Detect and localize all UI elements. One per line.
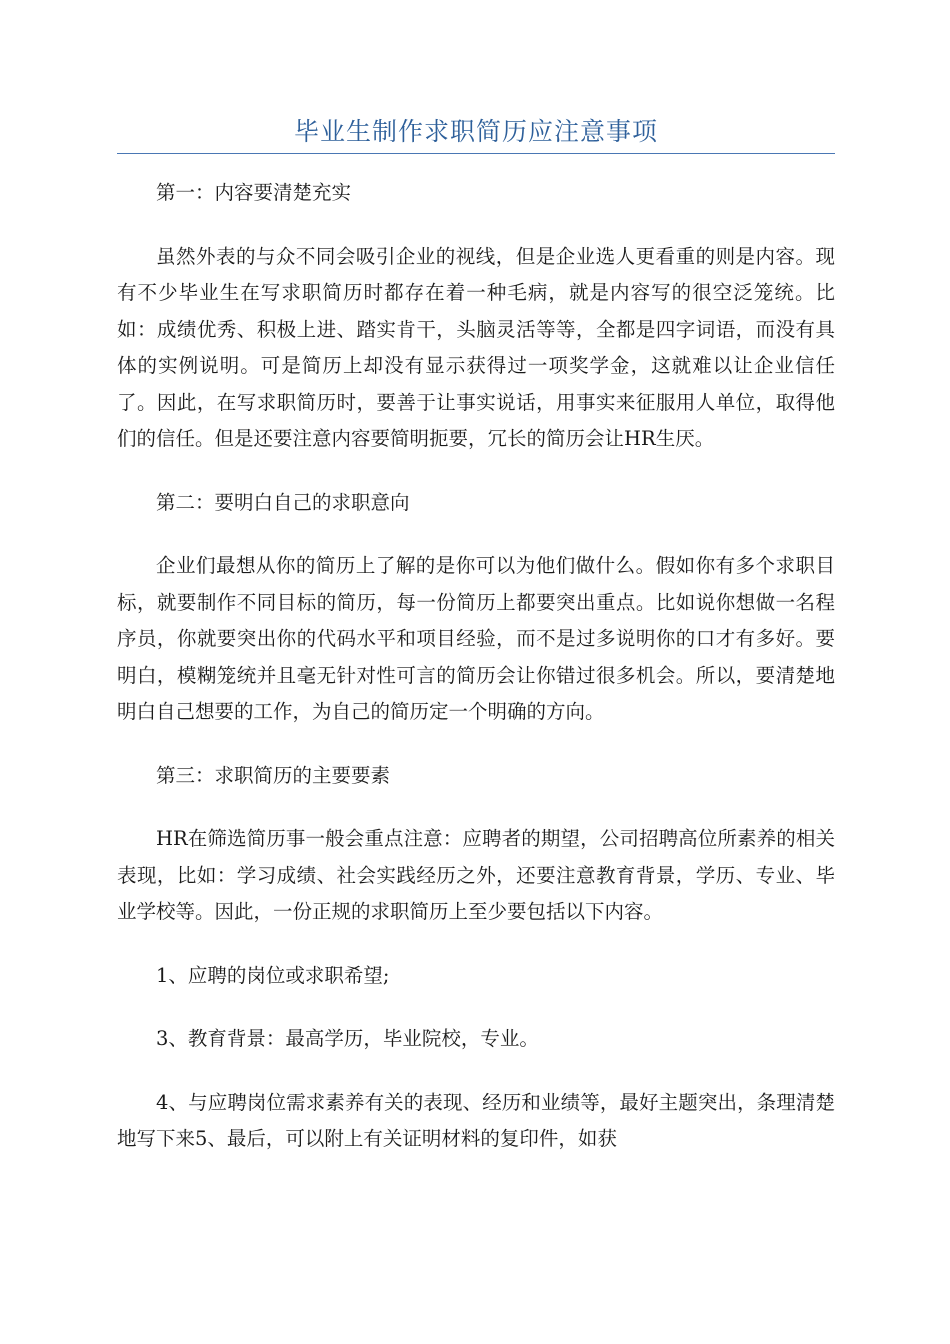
title-underline bbox=[117, 153, 835, 154]
list-item-3: 3、教育背景：最高学历，毕业院校，专业。 bbox=[156, 1027, 539, 1050]
paragraph-resume-elements: HR在筛选简历事一般会重点注意：应聘者的期望，公司招聘高位所素养的相关表现，比如：学习成绩、社会实践经历之外，还要注意教育背景，学历、专业、毕业学校等。因此，一份正规的求职简历上至少要包括以下内容。 bbox=[117, 827, 835, 923]
section-heading-2: 第二：要明白自己的求职意向 bbox=[156, 490, 410, 514]
document-body bbox=[117, 175, 835, 1158]
list-item-1: 1、应聘的岗位或求职希望; bbox=[156, 963, 390, 987]
list-item-4: 4、与应聘岗位需求素养有关的表现、经历和业绩等，最好主题突出，条理清楚地写下来5、最后，可以附上有关证明材料的复印件，如获 bbox=[117, 1090, 835, 1150]
paragraph-content-clarity: 虽然外表的与众不同会吸引企业的视线，但是企业选人更看重的则是内容。现有不少毕业生在写求职简历时都存在着一种毛病，就是内容写的很空泛笼统。比如：成绩优秀、积极上进、踏实肯干，头脑灵活等等，全都是四字词语，而没有具体的实例说明。可是简历上却没有显示获得过一项奖学金，这就难以让企业信任了。因此，在写求职简历时，要善于让事实说话，用事实来征服用人单位，取得他们的信任。但是还要注意内容要简明扼要，冗长的简历会让HR生厌。 bbox=[117, 244, 835, 450]
document-page bbox=[117, 112, 835, 1185]
document-title: 毕业生制作求职简历应注意事项 bbox=[293, 117, 658, 146]
section-heading-3: 第三：求职简历的主要要素 bbox=[156, 763, 391, 787]
paragraph-job-intention: 企业们最想从你的简历上了解的是你可以为他们做什么。假如你有多个求职目标，就要制作不同目标的简历，每一份简历上都要突出重点。比如说你想做一名程序员，你就要突出你的代码水平和项目经验，而不是过多说明你的口才有多好。要明白，模糊笼统并且毫无针对性可言的简历会让你错过很多机会。所以，要清楚地明白自己想要的工作，为自己的简历定一个明确的方向。 bbox=[117, 554, 835, 723]
section-heading-1: 第一：内容要清楚充实 bbox=[156, 181, 352, 204]
